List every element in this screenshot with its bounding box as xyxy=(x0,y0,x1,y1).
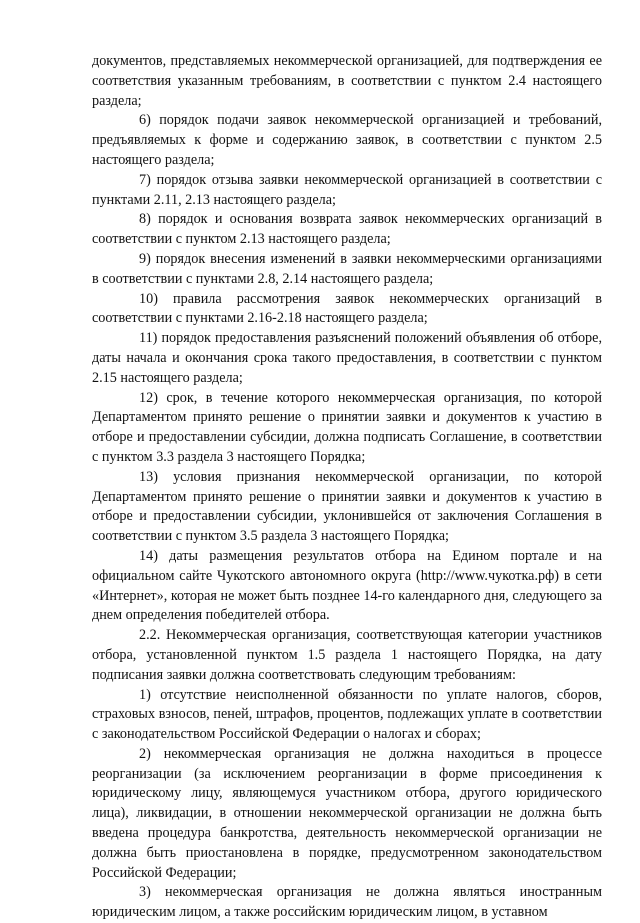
paragraph-item-14: 14) даты размещения результатов отбора на Едином портале и на официальном сайте Чукотского автономного округа (http://www.чукотка.рф) в сети «Интернет», которая не может быть позднее 14-го календарного дня, следующего за днем определения победителей отбора. xyxy=(92,547,602,624)
paragraph-section-2-2: 2.2. Некоммерческая организация, соответствующая категории участников отбора, установленной пунктом 1.5 раздела 1 настоящего Порядка, на дату подписания заявки должна соответствовать следующим требованиям: xyxy=(92,627,602,683)
paragraph-item-6: 6) порядок подачи заявок некоммерческой организацией и требований, предъявляемых к форме и содержанию заявок, в соответствии с пунктом 2.5 настоящего раздела; xyxy=(92,112,602,168)
paragraph-item-9: 9) порядок внесения изменений в заявки некоммерческими организациями в соответствии с пунктами 2.8, 2.14 настоящего раздела; xyxy=(92,250,602,287)
paragraph-item-11: 11) порядок предоставления разъяснений положений объявления об отборе, даты начала и окончания срока такого предоставления, в соответствии с пунктом 2.15 настоящего раздела; xyxy=(92,330,602,386)
paragraph-item-8: 8) порядок и основания возврата заявок некоммерческих организаций в соответствии с пунктом 2.13 настоящего раздела; xyxy=(92,211,602,248)
paragraph-requirement-2: 2) некоммерческая организация не должна находиться в процессе реорганизации (за исключением реорганизации в форме присоединения к юридическому лицу, являющемуся участником отбора, другого юридического лица), ликвидации, в отношении некоммерческой организации не должна быть введена процедура банкротства, деятельность некоммерческой организации не должна быть приостановлена в порядке, предусмотренном законодательством Российской Федерации; xyxy=(92,745,602,881)
paragraph-requirement-3: 3) некоммерческая организация не должна являться иностранным юридическим лицом, а также российским юридическим лицом, в уставном xyxy=(92,884,602,921)
paragraph-continuation: документов, представляемых некоммерческой организацией, для подтверждения ее соответствия указанным требованиям, в соответствии с пунктом 2.4 настоящего раздела; xyxy=(92,53,602,109)
paragraph-item-12: 12) срок, в течение которого некоммерческая организация, по которой Департаментом принято решение о принятии заявки и документов к участию в отборе и предоставлении субсидии, должна подписать Соглашение, в соответствии с пунктом 3.3 раздела 3 настоящего Порядка; xyxy=(92,389,602,465)
paragraph-item-7: 7) порядок отзыва заявки некоммерческой организацией в соответствии с пунктами 2.11, 2.13 настоящего раздела; xyxy=(92,171,602,208)
paragraph-item-10: 10) правила рассмотрения заявок некоммерческих организаций в соответствии с пунктами 2.16-2.18 настоящего раздела; xyxy=(92,290,602,327)
paragraph-requirement-1: 1) отсутствие неисполненной обязанности по уплате налогов, сборов, страховых взносов, пеней, штрафов, процентов, подлежащих уплате в соответствии с законодательством Российской Федерации о налогах и сборах; xyxy=(92,686,602,743)
document-body xyxy=(92,52,602,923)
paragraph-item-13: 13) условия признания некоммерческой организации, по которой Департаментом принято решение о принятии заявки и документов к участию в отборе и предоставлении субсидии, уклонившейся от заключения Соглашения в соответствии с пунктом 3.5 раздела 3 настоящего Порядка; xyxy=(92,468,602,545)
